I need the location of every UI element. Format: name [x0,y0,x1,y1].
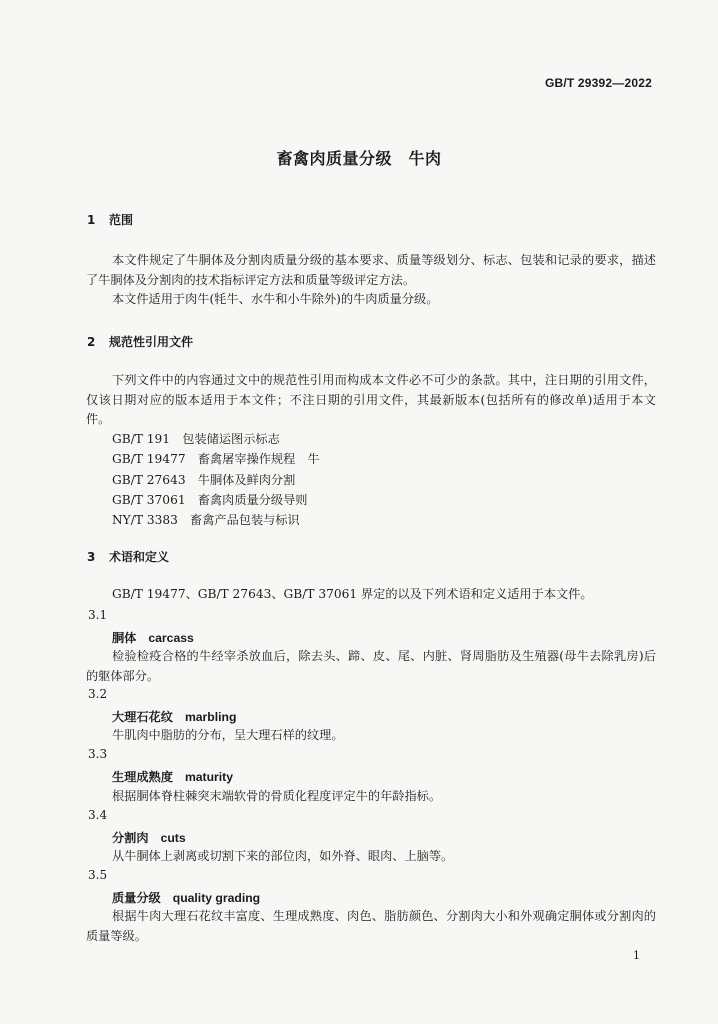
reference-code: GB/T 19477 [112,452,186,467]
term-definition: 牛肌肉中脂肪的分布，呈大理石样的纹理。 [112,728,344,742]
term-heading [112,768,233,785]
term-chinese: 质量分级 [112,891,161,905]
standard-number: GB/T 29392—2022 [544,76,652,90]
term-number: 3.4 [88,808,108,822]
reference-code: GB/T 191 [112,432,171,446]
section-2-heading [87,333,193,350]
section-1-heading [87,211,133,228]
section-3-title: 术语和定义 [109,550,170,564]
term-heading [112,708,236,725]
section-1-number: 1 [87,213,96,227]
term-number: 3.5 [88,868,108,882]
term-english: cuts [160,831,186,845]
reference-code: GB/T 27643 [112,472,186,487]
reference-name: 包装储运图示标志 [182,432,280,446]
reference-item [112,429,320,449]
term-definition: 根据胴体脊柱棘突末端软骨的骨质化程度评定牛的年龄指标。 [112,789,442,803]
reference-name: 畜禽肉质量分级导则 [197,492,308,507]
term-chinese: 生理成熟度 [112,770,173,784]
term-definition: 根据牛肉大理石花纹丰富度、生理成熟度、肉色、脂肪颜色、分割肉大小和外观确定胴体或分割肉的质量等级。 [86,909,656,943]
term-english: maturity [184,770,234,784]
term-definition: 检验检疫合格的牛经宰杀放血后，除去头、蹄、皮、尾、内脏、肾周脂肪及生殖器(母牛去除乳房)后的躯体部分。 [86,649,656,683]
term-chinese: 大理石花纹 [112,710,173,724]
document-title: 畜禽肉质量分级 牛肉 [276,149,442,168]
section-2-title: 规范性引用文件 [109,335,194,349]
term-heading [112,829,186,846]
section-3-number: 3 [87,550,96,564]
reference-name: 牛胴体及鲜肉分割 [197,472,296,487]
term-number: 3.3 [88,747,108,761]
reference-name: 畜禽产品包装与标识 [190,513,300,528]
term-chinese: 分割肉 [112,831,149,845]
reference-item [112,470,320,490]
term-heading [112,889,260,906]
section-2-intro: 下列文件中的内容通过文中的规范性引用而构成本文件必不可少的条款。其中，注日期的引用文件，仅该日期对应的版本适用于本文件；不注日期的引用文件，其最新版本(包括所有的修改单)适用于本文件。 [86,373,656,426]
section-1-title: 范围 [109,213,134,227]
page-number: 1 [633,949,640,962]
reference-list [112,429,320,530]
section-1-paragraph-1: 本文件规定了牛胴体及分割肉质量分级的基本要求、质量等级划分、标志、包装和记录的要求，描述了牛胴体及分割肉的技术指标评定方法和质量等级评定方法。 [86,253,656,287]
section-1-paragraph-2: 本文件适用于肉牛(牦牛、水牛和小牛除外)的牛肉质量分级。 [112,292,439,306]
term-definition: 从牛胴体上剥离或切割下来的部位肉，如外脊、眼肉、上脑等。 [112,849,454,863]
term-english: carcass [148,631,194,645]
reference-item [112,490,320,510]
reference-code: GB/T 37061 [112,492,186,507]
reference-code: NY/T 3383 [112,513,178,528]
term-english: quality grading [172,891,261,905]
reference-item [112,510,320,530]
term-heading [112,629,194,646]
reference-item [112,449,320,469]
section-3-intro: GB/T 19477、GB/T 27643、GB/T 37061 界定的以及下列术语和定义适用于本文件。 [112,587,593,601]
term-english: marbling [184,710,237,724]
term-number: 3.1 [88,608,108,622]
term-chinese: 胴体 [112,631,137,645]
reference-name: 畜禽屠宰操作规程 牛 [197,452,320,467]
section-2-number: 2 [87,335,96,349]
section-3-heading [87,548,169,565]
term-number: 3.2 [88,687,108,701]
